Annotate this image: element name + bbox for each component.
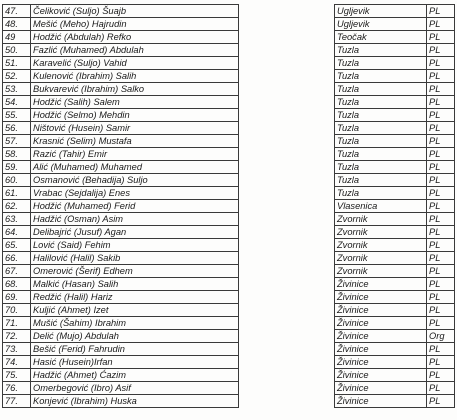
row-number: 62. [3, 200, 31, 213]
table-row [3, 31, 239, 44]
table-row [3, 174, 239, 187]
person-name: Lović (Said) Fehim [31, 239, 239, 252]
status-cell: PL [427, 148, 455, 161]
table-row [3, 148, 239, 161]
table-row [3, 369, 239, 382]
table-row [335, 265, 455, 278]
status-cell: PL [427, 83, 455, 96]
table-row [3, 252, 239, 265]
person-name: Krasnić (Selim) Mustafa [31, 135, 239, 148]
person-name: Karavelić (Suljo) Vahid [31, 57, 239, 70]
status-cell: PL [427, 161, 455, 174]
row-number: 55. [3, 109, 31, 122]
table-row [335, 96, 455, 109]
status-cell: PL [427, 44, 455, 57]
table-row [335, 70, 455, 83]
row-number: 53. [3, 83, 31, 96]
table-row [3, 135, 239, 148]
table-row [335, 395, 455, 408]
table-row [3, 213, 239, 226]
row-number: 73. [3, 343, 31, 356]
table-row [335, 330, 455, 343]
status-cell: PL [427, 278, 455, 291]
person-name: Alić (Muhamed) Muhamed [31, 161, 239, 174]
locations-table-body [335, 5, 455, 408]
row-number: 72. [3, 330, 31, 343]
row-number: 66. [3, 252, 31, 265]
table-row [335, 57, 455, 70]
person-name: Hadžić (Osman) Asim [31, 213, 239, 226]
row-number: 77. [3, 395, 31, 408]
place-cell: Zvornik [335, 226, 427, 239]
row-number: 51. [3, 57, 31, 70]
table-row [335, 369, 455, 382]
status-cell: PL [427, 304, 455, 317]
status-cell: PL [427, 382, 455, 395]
place-cell: Teočak [335, 31, 427, 44]
row-number: 69. [3, 291, 31, 304]
row-number: 76. [3, 382, 31, 395]
table-row [3, 382, 239, 395]
table-row [335, 148, 455, 161]
status-cell: PL [427, 122, 455, 135]
row-number: 58. [3, 148, 31, 161]
table-row [335, 44, 455, 57]
table-row [3, 187, 239, 200]
table-row [335, 239, 455, 252]
row-number: 70. [3, 304, 31, 317]
person-name: Redžić (Halil) Hariz [31, 291, 239, 304]
person-name: Hodžić (Selmo) Mehdin [31, 109, 239, 122]
place-cell: Tuzla [335, 135, 427, 148]
status-cell: PL [427, 18, 455, 31]
row-number: 75. [3, 369, 31, 382]
table-row [335, 291, 455, 304]
status-cell: PL [427, 57, 455, 70]
table-row [335, 356, 455, 369]
row-number: 63. [3, 213, 31, 226]
status-cell: PL [427, 265, 455, 278]
table-row [335, 200, 455, 213]
person-name: Omerović (Šerif) Edhem [31, 265, 239, 278]
place-cell: Tuzla [335, 174, 427, 187]
table-row [3, 317, 239, 330]
table-row [335, 83, 455, 96]
row-number: 64. [3, 226, 31, 239]
person-name: Omerbegović (Ibro) Asif [31, 382, 239, 395]
place-cell: Živinice [335, 278, 427, 291]
table-row [3, 44, 239, 57]
table-row [3, 343, 239, 356]
place-cell: Zvornik [335, 265, 427, 278]
status-cell: PL [427, 200, 455, 213]
row-number: 54. [3, 96, 31, 109]
person-name: Bešić (Ferid) Fahrudin [31, 343, 239, 356]
place-cell: Živinice [335, 395, 427, 408]
row-number: 65. [3, 239, 31, 252]
place-cell: Tuzla [335, 44, 427, 57]
status-cell: PL [427, 239, 455, 252]
place-cell: Živinice [335, 343, 427, 356]
person-name: Hadžić (Ahmet) Ćazim [31, 369, 239, 382]
place-cell: Živinice [335, 317, 427, 330]
table-row [335, 304, 455, 317]
row-number: 56. [3, 122, 31, 135]
table-row [3, 278, 239, 291]
row-number: 49 [3, 31, 31, 44]
status-cell: Org [427, 330, 455, 343]
status-cell: PL [427, 213, 455, 226]
table-row [3, 70, 239, 83]
table-row [3, 330, 239, 343]
row-number: 61. [3, 187, 31, 200]
status-cell: PL [427, 174, 455, 187]
place-cell: Zvornik [335, 252, 427, 265]
table-row [3, 395, 239, 408]
person-name: Hasić (Husein)Irfan [31, 356, 239, 369]
place-cell: Živinice [335, 330, 427, 343]
table-row [3, 291, 239, 304]
table-row [335, 5, 455, 18]
person-name: Konjević (Ibrahim) Huska [31, 395, 239, 408]
status-cell: PL [427, 395, 455, 408]
names-table-body [3, 5, 239, 408]
place-cell: Živinice [335, 382, 427, 395]
person-name: Razić (Tahir) Emir [31, 148, 239, 161]
place-cell: Tuzla [335, 109, 427, 122]
person-name: Osmanović (Behadija) Suljo [31, 174, 239, 187]
person-name: Halilović (Halil) Sakib [31, 252, 239, 265]
status-cell: PL [427, 135, 455, 148]
row-number: 74. [3, 356, 31, 369]
table-row [3, 200, 239, 213]
place-cell: Tuzla [335, 57, 427, 70]
table-row [335, 109, 455, 122]
table-row [335, 252, 455, 265]
person-name: Kuljić (Ahmet) Izet [31, 304, 239, 317]
person-name: Delibajrić (Jusuf) Agan [31, 226, 239, 239]
place-cell: Tuzla [335, 122, 427, 135]
row-number: 57. [3, 135, 31, 148]
person-name: Hodžić (Salih) Salem [31, 96, 239, 109]
place-cell: Živinice [335, 291, 427, 304]
table-row [3, 239, 239, 252]
status-cell: PL [427, 70, 455, 83]
table-row [3, 96, 239, 109]
row-number: 52. [3, 70, 31, 83]
place-cell: Tuzla [335, 187, 427, 200]
table-row [3, 161, 239, 174]
person-name: Kulenović (Ibrahim) Salih [31, 70, 239, 83]
table-row [3, 83, 239, 96]
person-name: Hodžić (Abdulah) Refko [31, 31, 239, 44]
table-row [3, 304, 239, 317]
place-cell: Tuzla [335, 161, 427, 174]
place-cell: Vlasenica [335, 200, 427, 213]
person-name: Hodžić (Muhamed) Ferid [31, 200, 239, 213]
person-name: Bukvarević (Ibrahim) Salko [31, 83, 239, 96]
status-cell: PL [427, 343, 455, 356]
person-name: Fazlić (Muhamed) Abdulah [31, 44, 239, 57]
person-name: Malkić (Hasan) Salih [31, 278, 239, 291]
row-number: 71. [3, 317, 31, 330]
table-row [3, 109, 239, 122]
table-row [335, 382, 455, 395]
place-cell: Tuzla [335, 70, 427, 83]
status-cell: PL [427, 5, 455, 18]
status-cell: PL [427, 31, 455, 44]
row-number: 50. [3, 44, 31, 57]
person-name: Delić (Mujo) Abdulah [31, 330, 239, 343]
place-cell: Tuzla [335, 148, 427, 161]
table-row [335, 278, 455, 291]
table-row [3, 356, 239, 369]
place-cell: Živinice [335, 356, 427, 369]
row-number: 59. [3, 161, 31, 174]
table-row [335, 174, 455, 187]
table-row [335, 31, 455, 44]
table-row [335, 135, 455, 148]
row-number: 48. [3, 18, 31, 31]
status-cell: PL [427, 109, 455, 122]
place-cell: Ugljevik [335, 18, 427, 31]
place-cell: Tuzla [335, 96, 427, 109]
person-name: Vrabac (Sejdalija) Enes [31, 187, 239, 200]
status-cell: PL [427, 317, 455, 330]
table-row [3, 18, 239, 31]
table-row [335, 343, 455, 356]
row-number: 67. [3, 265, 31, 278]
place-cell: Ugljevik [335, 5, 427, 18]
table-row [3, 226, 239, 239]
locations-table [334, 4, 455, 408]
table-row [3, 57, 239, 70]
status-cell: PL [427, 252, 455, 265]
person-name: Ništović (Husein) Samir [31, 122, 239, 135]
table-row [3, 5, 239, 18]
person-name: Mušić (Šahim) Ibrahim [31, 317, 239, 330]
table-row [335, 122, 455, 135]
status-cell: PL [427, 291, 455, 304]
status-cell: PL [427, 187, 455, 200]
row-number: 60. [3, 174, 31, 187]
table-row [3, 265, 239, 278]
row-number: 68. [3, 278, 31, 291]
table-row [3, 122, 239, 135]
table-row [335, 317, 455, 330]
names-table [2, 4, 239, 408]
row-number: 47. [3, 5, 31, 18]
place-cell: Tuzla [335, 83, 427, 96]
place-cell: Živinice [335, 304, 427, 317]
status-cell: PL [427, 356, 455, 369]
status-cell: PL [427, 369, 455, 382]
table-row [335, 161, 455, 174]
place-cell: Zvornik [335, 213, 427, 226]
status-cell: PL [427, 96, 455, 109]
place-cell: Zvornik [335, 239, 427, 252]
table-row [335, 18, 455, 31]
person-name: Mešić (Meho) Hajrudin [31, 18, 239, 31]
table-row [335, 213, 455, 226]
place-cell: Živinice [335, 369, 427, 382]
status-cell: PL [427, 226, 455, 239]
person-name: Čeliković (Suljo) Šuajb [31, 5, 239, 18]
table-row [335, 226, 455, 239]
table-row [335, 187, 455, 200]
